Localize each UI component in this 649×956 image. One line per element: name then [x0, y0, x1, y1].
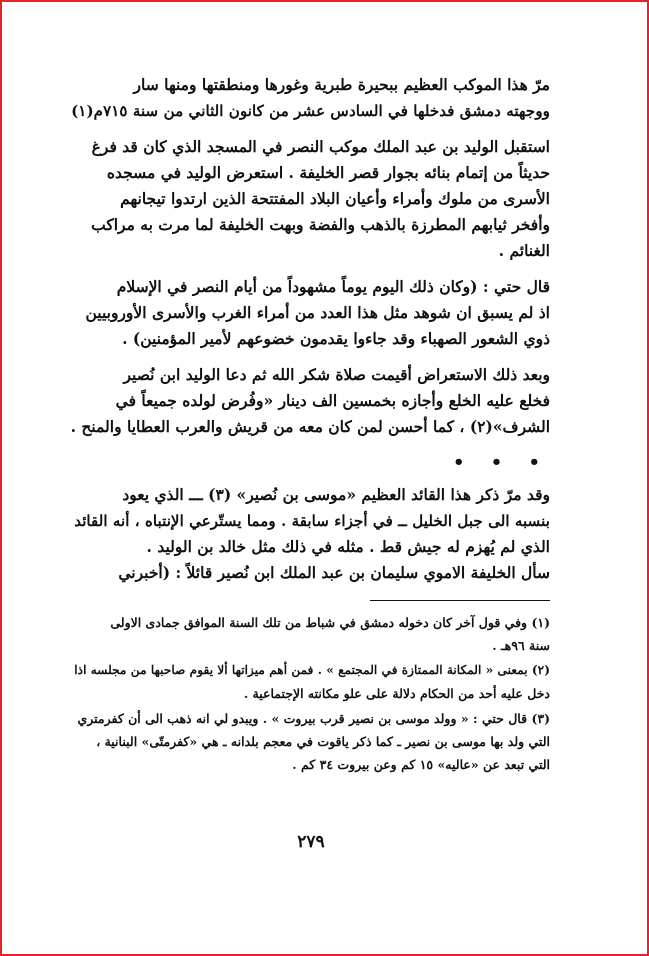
text-line: الغنائم .	[498, 241, 550, 260]
footnote	[72, 611, 550, 657]
footnotes	[72, 611, 550, 776]
text-line: الأسرى من ملوك وأمراء وأعيان البلاد المفتتحة الذين ارتدوا تيجانهم	[120, 189, 550, 208]
text-line: الشرف»(٢) ، كما أحسن لمن كان معه من قريش والعرب العطايا والمنح .	[70, 417, 550, 436]
text-line: وبعد ذلك الاستعراض أقيمت صلاة شكر الله ثم دعا الوليد ابن نُصير	[123, 365, 550, 384]
paragraph	[72, 362, 550, 440]
footnote-line: سنة ٩٦هـ .	[492, 638, 550, 653]
footnote-line: التي ولد بها موسى بن نصير ـ كما ذكر ياقوت في معجم بلدانه ـ هي «كفرمتّى» البنانية ،	[96, 734, 550, 749]
text-line: سأل الخليفة الاموي سليمان بن عبد الملك ابن نُصير قائلاً : (أخبرني	[118, 563, 550, 582]
footnote-rule	[370, 600, 550, 601]
footnote-line: التي تبعد عن «عاليه» ١٥ كم وعن بيروت ٣٤ كم .	[292, 757, 550, 772]
text-line: ووجهته دمشق فدخلها في السادس عشر من كانون الثاني من سنة ٧١٥م(١)	[71, 102, 550, 120]
text-line: فخلع عليه الخلع وأجازه بخمسين الف دينار «وفُرض لولده جميعاً في	[115, 391, 550, 410]
paragraph	[72, 274, 550, 352]
text-line: استقبل الوليد بن عبد الملك موكب النصر في المسجد الذي كان قد فرغ	[91, 137, 550, 156]
footnote-line: (١) وفي قول آخر كان دخوله دمشق في شباط من تلك السنة الموافق جمادى الاولى	[110, 615, 550, 630]
footnote	[72, 659, 550, 705]
paragraph	[72, 134, 550, 264]
main-text	[72, 72, 550, 586]
text-line: بنسبه الى جبل الخليل ــ في أجزاء سابقة . ومما يستّرعي الإنتباه ، أنه القائد	[74, 512, 550, 530]
text-line: ذوي الشعور الصهباء وقد جاءوا يقدمون خضوعهم لأمير المؤمنين) .	[122, 329, 550, 348]
footnote	[72, 707, 550, 776]
paragraph	[72, 482, 550, 586]
footnote-line: دخل عليه أحد من الحكام دلالة على علو مكانته الإجتماعية .	[243, 686, 550, 701]
text-line: قال حتي : (وكان ذلك اليوم يوماً مشهوداً من أيام النصر في الإسلام	[116, 277, 550, 296]
text-line: وقد مرّ ذكر هذا القائد العظيم «موسى بن نُصير» (٣) ـــ الذي يعود	[122, 485, 550, 504]
book-page	[70, 72, 550, 852]
paragraph	[72, 72, 550, 124]
text-line: الذي لم يُهزم له جيش قط . مثله في ذلك مثل خالد بن الوليد .	[146, 537, 550, 556]
text-line: حديثاً من إتمام بنائه بجوار قصر الخليفة . استعرض الوليد في مسجده	[106, 163, 550, 182]
footnote-line: (٣) قال حتي : « وولد موسى بن نصير قرب بيروت » . ويبدو لي انه ذهب الى أن كفرمتري	[77, 711, 550, 726]
text-line: وأفخر ثيابهم المطرزة بالذهب والفضة وبهت الخليفة لما مرت به مراكب	[91, 215, 550, 234]
page-number: ٢٧٩	[297, 832, 325, 852]
text-line: اذ لم يسبق ان شوهد مثل هذا العدد من أمراء الغرب والأسرى الأوروبيين	[85, 303, 550, 322]
footnote-line: (٢) بمعنى « المكانة الممتازة في المجتمع » . فمن أهم ميزاتها ألا يقوم صاحبها من مجلسه اذا	[74, 663, 550, 677]
section-separator: • • •	[452, 452, 550, 473]
text-line: مرّ هذا الموكب العظيم ببحيرة طبرية وغورها ومنطقتها ومنها سار	[133, 75, 550, 94]
